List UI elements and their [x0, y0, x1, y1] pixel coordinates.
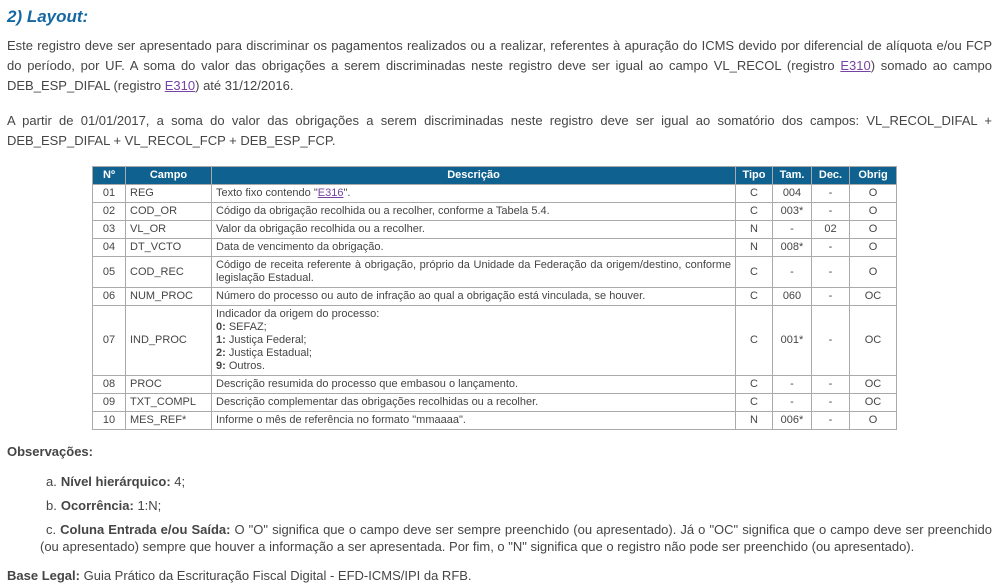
cell-tam: 008* — [773, 239, 812, 257]
observation-item-b — [40, 497, 992, 514]
cell-campo: MES_REF* — [126, 412, 212, 430]
cell-obrig: O — [850, 412, 897, 430]
cell-obrig: O — [850, 221, 897, 239]
cell-obrig: O — [850, 257, 897, 288]
cell-tipo: C — [736, 306, 773, 376]
paragraph-text: ) até 31/12/2016. — [195, 78, 294, 93]
cell-numero: 04 — [93, 239, 126, 257]
cell-tam: - — [773, 394, 812, 412]
cell-numero: 07 — [93, 306, 126, 376]
cell-descricao — [212, 306, 736, 376]
observation-item-c — [40, 521, 992, 555]
link-e316[interactable]: E316 — [317, 187, 344, 199]
cell-dec: - — [812, 412, 850, 430]
cell-numero: 01 — [93, 185, 126, 203]
table-row — [93, 239, 897, 257]
observation-text: 4; — [170, 474, 186, 489]
observation-item-a — [40, 473, 992, 490]
cell-tipo: C — [736, 185, 773, 203]
cell-campo: REG — [126, 185, 212, 203]
table-header-row — [93, 167, 897, 185]
table-row — [93, 394, 897, 412]
cell-tipo: N — [736, 221, 773, 239]
cell-tipo: C — [736, 394, 773, 412]
cell-numero: 05 — [93, 257, 126, 288]
cell-obrig: OC — [850, 306, 897, 376]
desc-text: Texto fixo contendo " — [216, 187, 318, 199]
list-marker: b. — [46, 498, 57, 513]
cell-tam: - — [773, 257, 812, 288]
cell-tam: 003* — [773, 203, 812, 221]
cell-tam: 004 — [773, 185, 812, 203]
desc-text: ". — [343, 187, 351, 199]
cell-campo: COD_REC — [126, 257, 212, 288]
cell-descricao — [212, 185, 736, 203]
cell-tipo: N — [736, 239, 773, 257]
intro-paragraph-1 — [7, 36, 992, 96]
cell-tam: - — [773, 376, 812, 394]
intro-paragraph-2: A partir de 01/01/2017, a soma do valor das obrigações a serem discriminadas neste registro deve ser igual ao somatório dos campos: VL_RECOL_DIFAL + DEB_ESP_DIFAL + VL_RECOL_FCP + DEB_ESP_FCP. — [7, 113, 992, 148]
cell-campo: NUM_PROC — [126, 288, 212, 306]
cell-descricao: Descrição complementar das obrigações recolhidas ou a recolher. — [212, 394, 736, 412]
cell-tam: 001* — [773, 306, 812, 376]
cell-campo: COD_OR — [126, 203, 212, 221]
desc-intro: Indicador da origem do processo: — [216, 308, 380, 320]
cell-numero: 10 — [93, 412, 126, 430]
cell-descricao: Código de receita referente à obrigação, próprio da Unidade da Federação da origem/destino, conforme legislação Estadual. — [212, 257, 736, 288]
table-row — [93, 306, 897, 376]
column-header-descricao: Descrição — [212, 167, 736, 185]
list-marker: c. — [46, 522, 57, 537]
cell-campo: DT_VCTO — [126, 239, 212, 257]
column-header-tam: Tam. — [773, 167, 812, 185]
cell-campo: PROC — [126, 376, 212, 394]
cell-tam: 006* — [773, 412, 812, 430]
cell-campo: TXT_COMPL — [126, 394, 212, 412]
link-registro-e310-2[interactable]: E310 — [164, 78, 196, 93]
column-header-dec: Dec. — [812, 167, 850, 185]
cell-numero: 06 — [93, 288, 126, 306]
cell-tam: 060 — [773, 288, 812, 306]
cell-descricao: Descrição resumida do processo que embasou o lançamento. — [212, 376, 736, 394]
observation-label: Nível hierárquico: — [60, 474, 171, 489]
cell-numero: 02 — [93, 203, 126, 221]
cell-dec: - — [812, 288, 850, 306]
base-legal-text: Guia Prático da Escrituração Fiscal Digital - EFD-ICMS/IPI da RFB. — [79, 568, 472, 583]
cell-tipo: C — [736, 288, 773, 306]
column-header-obrig: Obrig — [850, 167, 897, 185]
cell-descricao: Número do processo ou auto de infração ao qual a obrigação está vinculada, se houver. — [212, 288, 736, 306]
cell-obrig: O — [850, 203, 897, 221]
table-row — [93, 257, 897, 288]
base-legal — [7, 568, 992, 584]
option-line: 1: Justiça Federal; — [216, 334, 307, 346]
link-registro-e310-1[interactable]: E310 — [840, 58, 871, 73]
observation-text: 1:N; — [133, 498, 162, 513]
cell-tipo: C — [736, 257, 773, 288]
option-line: 9: Outros. — [216, 360, 265, 372]
observation-text: O "O" significa que o campo deve ser sempre preenchido (ou apresentado). Já o "OC" significa que o campo deve ser preenchido (ou apresentado) sempre que houver a informação a ser apresentada. Por fim, o "N" significa que o registro não pode ser preenchido (ou apresentado). — [40, 522, 992, 554]
cell-numero: 08 — [93, 376, 126, 394]
cell-obrig: OC — [850, 394, 897, 412]
observation-label: Ocorrência: — [60, 498, 134, 513]
observations-title: Observações: — [7, 444, 93, 459]
cell-descricao: Valor da obrigação recolhida ou a recolher. — [212, 221, 736, 239]
column-header-campo: Campo — [126, 167, 212, 185]
cell-dec: - — [812, 203, 850, 221]
table-row — [93, 203, 897, 221]
cell-descricao: Informe o mês de referência no formato "mmaaaa". — [212, 412, 736, 430]
cell-dec: - — [812, 394, 850, 412]
cell-dec: - — [812, 239, 850, 257]
base-legal-label: Base Legal: — [7, 568, 80, 583]
cell-numero: 09 — [93, 394, 126, 412]
page-title: 2) Layout: — [7, 7, 89, 26]
column-header-numero: Nº — [93, 167, 126, 185]
cell-obrig: OC — [850, 288, 897, 306]
table-row — [93, 221, 897, 239]
layout-table — [92, 166, 897, 430]
cell-obrig: OC — [850, 376, 897, 394]
cell-dec: - — [812, 376, 850, 394]
cell-dec: - — [812, 306, 850, 376]
table-row — [93, 412, 897, 430]
table-row — [93, 185, 897, 203]
cell-campo: IND_PROC — [126, 306, 212, 376]
cell-dec: - — [812, 257, 850, 288]
cell-tipo: C — [736, 203, 773, 221]
table-row — [93, 288, 897, 306]
option-line: 2: Justiça Estadual; — [216, 347, 312, 359]
paragraph-text: Este registro deve ser apresentado para discriminar os pagamentos realizados ou a realizar, referentes à apuração do ICMS devido por diferencial de alíquota e/ou FCP do período, por UF. A soma do valor das obrigações a serem discriminadas neste registro deve ser igual ao campo VL_RECOL (registro — [7, 38, 992, 73]
cell-descricao: Data de vencimento da obrigação. — [212, 239, 736, 257]
cell-dec: - — [812, 185, 850, 203]
cell-dec: 02 — [812, 221, 850, 239]
option-line: 0: SEFAZ; — [216, 321, 267, 333]
cell-tam: - — [773, 221, 812, 239]
cell-campo: VL_OR — [126, 221, 212, 239]
cell-descricao: Código da obrigação recolhida ou a recolher, conforme a Tabela 5.4. — [212, 203, 736, 221]
list-marker: a. — [46, 474, 57, 489]
observation-label: Coluna Entrada e/ou Saída: — [60, 522, 231, 537]
cell-obrig: O — [850, 185, 897, 203]
paragraph-text: ) somado ao campo DEB_ESP_DIFAL (registro — [7, 58, 992, 93]
table-row — [93, 376, 897, 394]
cell-numero: 03 — [93, 221, 126, 239]
cell-tipo: C — [736, 376, 773, 394]
column-header-tipo: Tipo — [736, 167, 773, 185]
cell-tipo: N — [736, 412, 773, 430]
cell-obrig: O — [850, 239, 897, 257]
